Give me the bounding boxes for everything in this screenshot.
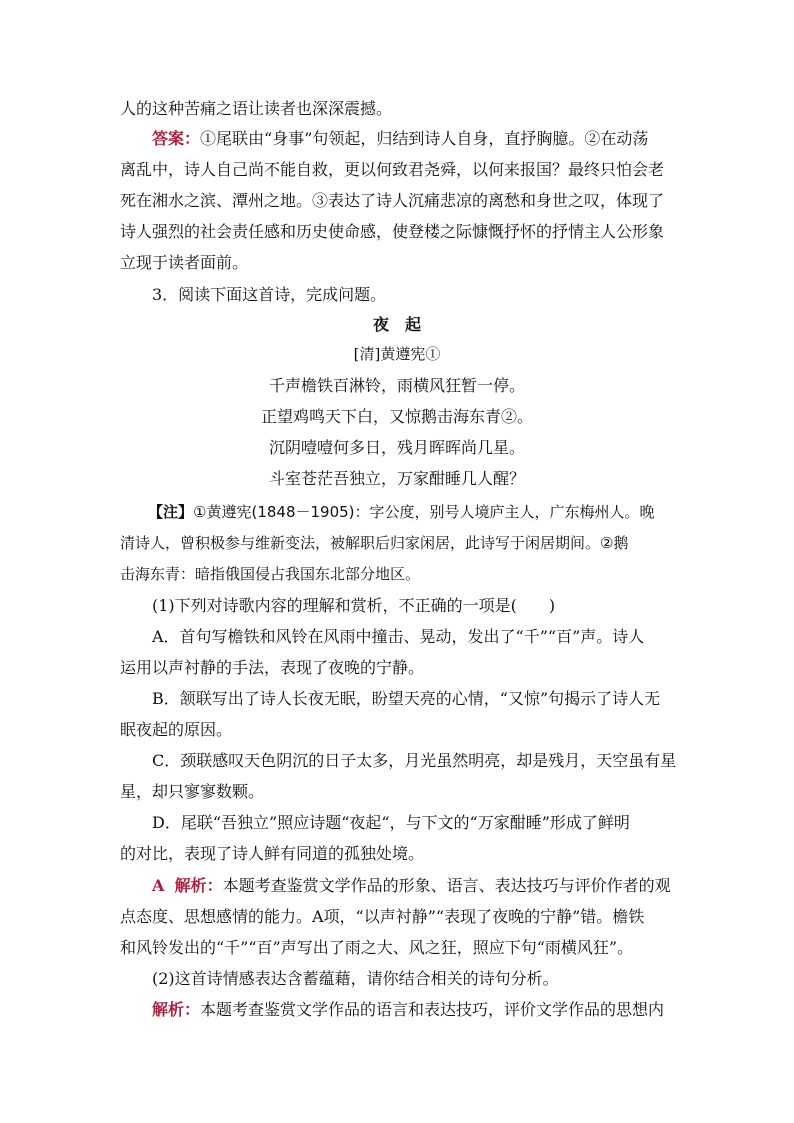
- answer-text: ①尾联由“身事”句领起，归结到诗人自身，直抒胸臆。②在动荡: [200, 129, 649, 148]
- note-line: 清诗人，曾积极参与维新变法，被解职后归家闲居，此诗写于闲居期间。②鹅: [120, 534, 629, 552]
- note-text: ①黄遵宪(1848－1905)：字公度，别号人境庐主人，广东梅州人。晚: [193, 503, 655, 521]
- analysis-text: 本题考查鉴赏文学作品的语言和表达技巧，评价文学作品的思想内: [200, 1000, 665, 1019]
- question-heading: 3．阅读下面这首诗，完成问题。: [152, 285, 387, 304]
- text-line: 诗人强烈的社会责任感和历史使命感，使登楼之际慷慨抒怀的抒情主人公形象: [120, 222, 665, 241]
- poem-author: [清]黄遵宪①: [353, 345, 441, 363]
- note-label: 【注】: [148, 503, 194, 521]
- text-line: 人的这种苦痛之语让读者也深深震撼。: [120, 99, 393, 118]
- text-line: 运用以声衬静的手法，表现了夜晚的宁静。: [120, 658, 425, 677]
- answer-label: 答案：: [152, 129, 201, 148]
- note-line: [148, 500, 655, 524]
- text-line: 星，却只寥寥数颗。: [120, 782, 265, 801]
- text-line: 的对比，表现了诗人鲜有同道的孤独处境。: [120, 844, 425, 863]
- text-line: 点态度、思想感情的能力。A项，“以声衬静”“表现了夜晚的宁静”错。檐铁: [120, 907, 645, 926]
- option-d: D．尾联“吾独立”照应诗题“夜起“，与下文的“万家酣睡”形成了鲜明: [152, 813, 630, 832]
- subquestion: (2)这首诗情感表达含蓄蕴藉，请你结合相关的诗句分析。: [152, 969, 559, 988]
- option-b: B．颔联写出了诗人长夜无眠，盼望天亮的心情，“又惊”句揭示了诗人无: [152, 689, 661, 708]
- text-line: 和风铃发出的“千”“百”声写出了雨之大、风之狂，照应下句“雨横风狂”。: [120, 938, 634, 957]
- poem-title: 夜 起: [372, 315, 421, 334]
- text-line: 眠夜起的原因。: [120, 720, 233, 739]
- option-a: A．首句写檐铁和风铃在风雨中撞击、晃动，发出了“千”“百”声。诗人: [152, 627, 645, 646]
- text-line: 离乱中，诗人自己尚不能自救，更以何致君尧舜，以何来报国？最终只怕会老: [120, 160, 665, 179]
- analysis-label: 解析：: [174, 876, 223, 895]
- poem-line: 正望鸡鸣天下白，又惊鹅击海东青②。: [260, 407, 533, 426]
- analysis-label: 解析：: [152, 1000, 201, 1019]
- text-line: 立现于读者面前。: [120, 253, 249, 272]
- poem-line: 千声檐铁百淋铃，雨横风狂暂一停。: [268, 376, 525, 395]
- subquestion: (1)下列对诗歌内容的理解和赏析，不正确的一项是( ): [152, 596, 556, 615]
- analysis-text: 本题考查鉴赏文学作品的形象、语言、表达技巧与评价作者的观: [222, 876, 671, 895]
- analysis-line: [152, 998, 664, 1022]
- option-c: C．颈联感叹天色阴沉的日子太多，月光虽然明亮，却是残月，天空虽有星: [152, 751, 677, 770]
- note-line: 击海东青：暗指俄国侵占我国东北部分地区。: [120, 565, 421, 583]
- answer-choice: A: [152, 876, 165, 895]
- text-line: 死在湘水之滨、潭州之地。③表达了诗人沉痛悲凉的离愁和身世之叹，体现了: [120, 191, 665, 210]
- answer-line: [152, 127, 648, 151]
- poem-line: 沉阴噎噎何多日，残月晖晖尚几星。: [268, 438, 525, 457]
- poem-line: 斗室苍茫吾独立，万家酣睡几人醒？: [268, 469, 525, 488]
- analysis-line: [152, 874, 671, 898]
